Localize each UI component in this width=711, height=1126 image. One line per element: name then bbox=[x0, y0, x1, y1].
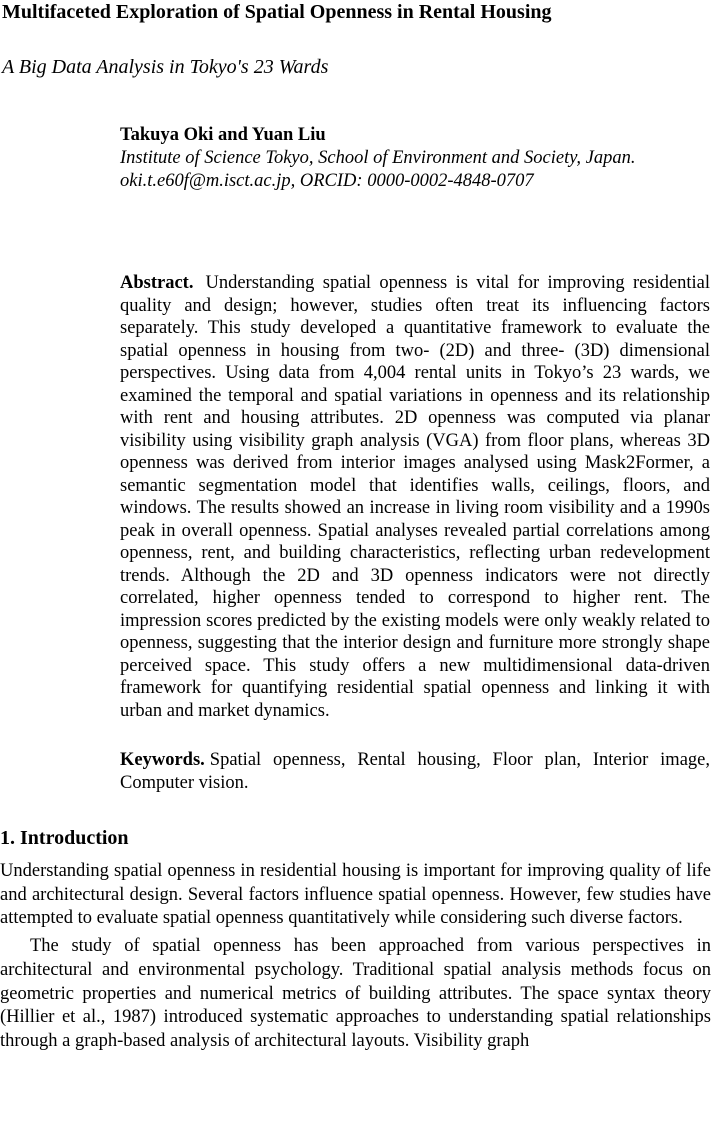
keywords-paragraph bbox=[120, 749, 710, 794]
intro-paragraph-2: The study of spatial openness has been approached from various perspectives in architectural and environmental psychology. Traditional spatial analysis methods focus on geometric properties and numerical metrics of building attributes. The space syntax theory (Hillier et al., 1987) introduced systematic approaches to understanding spatial relationships through a graph-based analysis of architectural layouts. Visibility graph bbox=[0, 936, 711, 1051]
section-heading-introduction: 1. Introduction bbox=[0, 827, 129, 849]
author-block bbox=[120, 124, 711, 193]
keywords-text: Spatial openness, Rental housing, Floor plan, Interior image, Computer vision. bbox=[120, 750, 710, 793]
page-title: Multifaceted Exploration of Spatial Openness in Rental Housing bbox=[2, 1, 552, 23]
intro-paragraph-1: Understanding spatial openness in residential housing is important for improving quality of life and architectural design. Several factors influence spatial openness. However, few studies have attempted to evaluate spatial openness quantitatively while considering such diverse factors. bbox=[0, 861, 711, 929]
page-subtitle: A Big Data Analysis in Tokyo's 23 Wards bbox=[2, 56, 329, 78]
author-names: Takuya Oki and Yuan Liu bbox=[120, 125, 326, 145]
author-affiliation: Institute of Science Tokyo, School of Environment and Society, Japan. bbox=[120, 148, 636, 168]
abstract-paragraph bbox=[120, 272, 710, 722]
abstract-label: Abstract. bbox=[120, 273, 194, 293]
abstract-text: Understanding spatial openness is vital for improving residential quality and design; however, studies often treat its influencing factors separately. This study developed a quantitative framework to evaluate the spatial openness in housing from two- (2D) and three- (3D) dimensional perspectives. Using data from 4,004 rental units in Tokyo’s 23 wards, we examined the temporal and spatial variations in openness and its relationship with rent and housing attributes. 2D openness was computed via planar visibility using visibility graph analysis (VGA) from floor plans, whereas 3D openness was derived from interior images analysed using Mask2Former, a semantic segmentation model that identifies walls, ceilings, floors, and windows. The results showed an increase in living room visibility and a 1990s peak in overall openness. Spatial analyses revealed partial correlations among openness, rent, and building characteristics, reflecting urban redevelopment trends. Although the 2D and 3D openness indicators were not directly correlated, higher openness tended to correspond to higher rent. The impression scores predicted by the existing models were only weakly related to openness, suggesting that the interior design and furniture more strongly shape perceived space. This study offers a new multidimensional data-driven framework for quantifying residential spatial openness and linking it with urban and market dynamics. bbox=[120, 273, 710, 721]
author-contact-orcid: oki.t.e60f@m.isct.ac.jp, ORCID: 0000-0002-4848-0707 bbox=[120, 171, 534, 191]
keywords-label: Keywords. bbox=[120, 750, 205, 770]
